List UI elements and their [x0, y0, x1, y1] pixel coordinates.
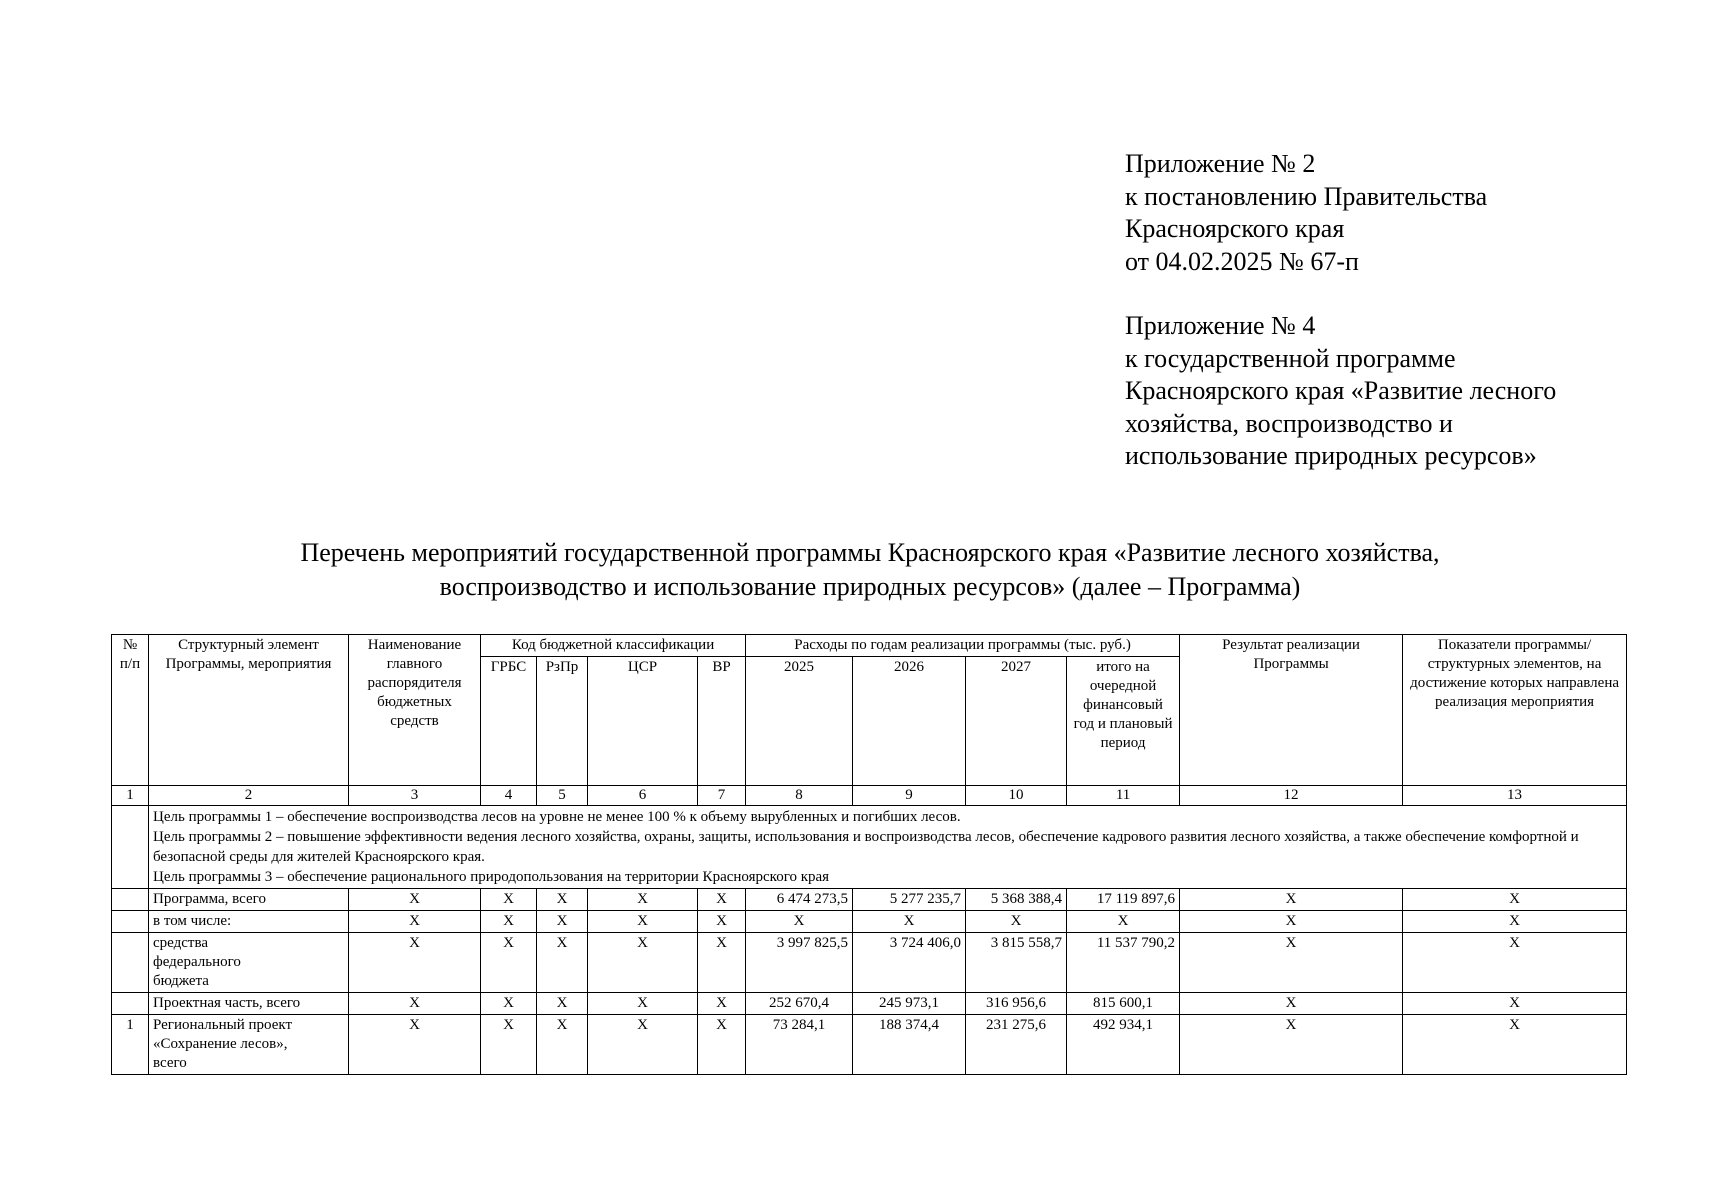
document-title: [110, 536, 1630, 604]
appendix-2-line: Приложение № 2: [1125, 149, 1316, 178]
cell-result: X: [1180, 911, 1403, 933]
cell-2026: 3 724 406,0: [853, 933, 966, 993]
cell-total: 492 934,1: [1067, 1015, 1180, 1075]
cell-2026: 188 374,4: [853, 1015, 966, 1075]
header-expenses: Расходы по годам реализации программы (тыс. руб.): [746, 635, 1180, 657]
header-element: Структурный элемент Программы, мероприятия: [149, 635, 349, 786]
column-number: 5: [537, 786, 588, 806]
cell-2025: 6 474 273,5: [746, 889, 853, 911]
appendix-4-line: хозяйства, воспроизводство и: [1125, 408, 1453, 438]
cell-num: [112, 889, 149, 911]
cell-2025: 73 284,1: [746, 1015, 853, 1075]
appendix-2-block: [1125, 148, 1685, 278]
table-row-including: [112, 911, 1627, 933]
cell-vr: X: [698, 933, 746, 993]
cell-num: [112, 933, 149, 993]
column-number: 12: [1180, 786, 1403, 806]
header-kbk: Код бюджетной классификации: [481, 635, 746, 657]
cell-indicators: X: [1403, 889, 1627, 911]
appendix-4-line: использование природных ресурсов»: [1125, 441, 1537, 470]
cell-name: Проектная часть, всего: [149, 993, 349, 1015]
cell-manager: X: [349, 889, 481, 911]
header-grbs: ГРБС: [481, 657, 537, 786]
table-row-regional-project: [112, 1015, 1627, 1075]
cell-result: X: [1180, 1015, 1403, 1075]
cell-grbs: X: [481, 911, 537, 933]
cell-grbs: X: [481, 933, 537, 993]
document-title-line: Перечень мероприятий государственной программы Красноярского края «Развитие лесного хозяйства,: [300, 538, 1440, 567]
cell-rzpr: X: [537, 1015, 588, 1075]
activities-table: [111, 634, 1627, 1075]
appendix-4-block: [1125, 310, 1685, 473]
cell-indicators: X: [1403, 933, 1627, 993]
cell-manager: X: [349, 911, 481, 933]
column-number: 1: [112, 786, 149, 806]
cell-2027: 5 368 388,4: [966, 889, 1067, 911]
cell-rzpr: X: [537, 993, 588, 1015]
cell-total: 815 600,1: [1067, 993, 1180, 1015]
column-number: 4: [481, 786, 537, 806]
cell-grbs: X: [481, 1015, 537, 1075]
cell-result: X: [1180, 889, 1403, 911]
cell-2026: 5 277 235,7: [853, 889, 966, 911]
cell-total: 11 537 790,2: [1067, 933, 1180, 993]
header-2027: 2027: [966, 657, 1067, 786]
cell-rzpr: X: [537, 889, 588, 911]
goal-1: Цель программы 1 – обеспечение воспроизводства лесов на уровне не менее 100 % к объему вырубленных и погибших лесов.: [153, 809, 961, 825]
header-manager: Наименование главного распорядителя бюджетных средств: [349, 635, 481, 786]
cell-2027: 3 815 558,7: [966, 933, 1067, 993]
cell-vr: X: [698, 889, 746, 911]
document-title-line: воспроизводство и использование природных ресурсов» (далее – Программа): [439, 572, 1301, 601]
cell-2025: X: [746, 911, 853, 933]
column-number: 11: [1067, 786, 1180, 806]
header-total: итого на очередной финансовый год и плановый период: [1067, 657, 1180, 786]
appendix-4-line: Приложение № 4: [1125, 311, 1316, 340]
cell-num: 1: [112, 1015, 149, 1075]
column-number: 10: [966, 786, 1067, 806]
column-number: 2: [149, 786, 349, 806]
header-csr: ЦСР: [588, 657, 698, 786]
header-rzpr: РзПр: [537, 657, 588, 786]
cell-csr: X: [588, 889, 698, 911]
goals-row: [112, 806, 1627, 889]
cell-total: X: [1067, 911, 1180, 933]
header-2025: 2025: [746, 657, 853, 786]
cell-name: средства федерального бюджета: [149, 933, 349, 993]
cell-result: X: [1180, 933, 1403, 993]
cell-num: [112, 911, 149, 933]
appendix-4-line: к государственной программе: [1125, 343, 1456, 373]
header-vr: ВР: [698, 657, 746, 786]
cell-csr: X: [588, 993, 698, 1015]
cell-indicators: X: [1403, 911, 1627, 933]
cell-2025: 3 997 825,5: [746, 933, 853, 993]
appendix-2-line: от 04.02.2025 № 67-п: [1125, 246, 1359, 276]
cell-grbs: X: [481, 993, 537, 1015]
column-number: 13: [1403, 786, 1627, 806]
cell-manager: X: [349, 993, 481, 1015]
cell-rzpr: X: [537, 933, 588, 993]
column-number: 8: [746, 786, 853, 806]
cell-name: Программа, всего: [149, 889, 349, 911]
table-row-project-part: [112, 993, 1627, 1015]
cell-vr: X: [698, 911, 746, 933]
cell-name: Региональный проект «Сохранение лесов», всего: [149, 1015, 349, 1075]
goals-cell: [149, 806, 1627, 889]
goal-3: Цель программы 3 – обеспечение рационального природопользования на территории Красноярского края: [153, 869, 830, 885]
header-num: № п/п: [112, 635, 149, 786]
header-result: Результат реализации Программы: [1180, 635, 1403, 786]
appendix-2-line: Красноярского края: [1125, 214, 1345, 243]
header-indicators: Показатели программы/ структурных элементов, на достижение которых направлена реализация мероприятия: [1403, 635, 1627, 786]
table-row-federal-budget: [112, 933, 1627, 993]
table-row-program-total: [112, 889, 1627, 911]
column-number: 6: [588, 786, 698, 806]
cell-vr: X: [698, 1015, 746, 1075]
cell-csr: X: [588, 933, 698, 993]
cell-csr: X: [588, 911, 698, 933]
cell-manager: X: [349, 933, 481, 993]
cell-num: [112, 993, 149, 1015]
cell-indicators: X: [1403, 1015, 1627, 1075]
column-number: 9: [853, 786, 966, 806]
goals-num-cell: [112, 806, 149, 889]
goal-2: Цель программы 2 – повышение эффективности ведения лесного хозяйства, охраны, защиты, использования и воспроизводства лесов, обеспечение кадрового развития лесного хозяйства, а также обеспечение комфортной и безопасной среды для жителей Красноярского края.: [153, 829, 1579, 865]
column-number: 7: [698, 786, 746, 806]
cell-csr: X: [588, 1015, 698, 1075]
cell-grbs: X: [481, 889, 537, 911]
cell-vr: X: [698, 993, 746, 1015]
cell-total: 17 119 897,6: [1067, 889, 1180, 911]
cell-result: X: [1180, 993, 1403, 1015]
cell-name: в том числе:: [149, 911, 349, 933]
appendix-2-line: к постановлению Правительства: [1125, 181, 1488, 211]
cell-2026: X: [853, 911, 966, 933]
appendix-4-line: Красноярского края «Развитие лесного: [1125, 376, 1557, 405]
cell-2025: 252 670,4: [746, 993, 853, 1015]
cell-indicators: X: [1403, 993, 1627, 1015]
cell-2027: 316 956,6: [966, 993, 1067, 1015]
header-2026: 2026: [853, 657, 966, 786]
cell-manager: X: [349, 1015, 481, 1075]
column-number: 3: [349, 786, 481, 806]
cell-rzpr: X: [537, 911, 588, 933]
cell-2027: X: [966, 911, 1067, 933]
cell-2026: 245 973,1: [853, 993, 966, 1015]
cell-2027: 231 275,6: [966, 1015, 1067, 1075]
